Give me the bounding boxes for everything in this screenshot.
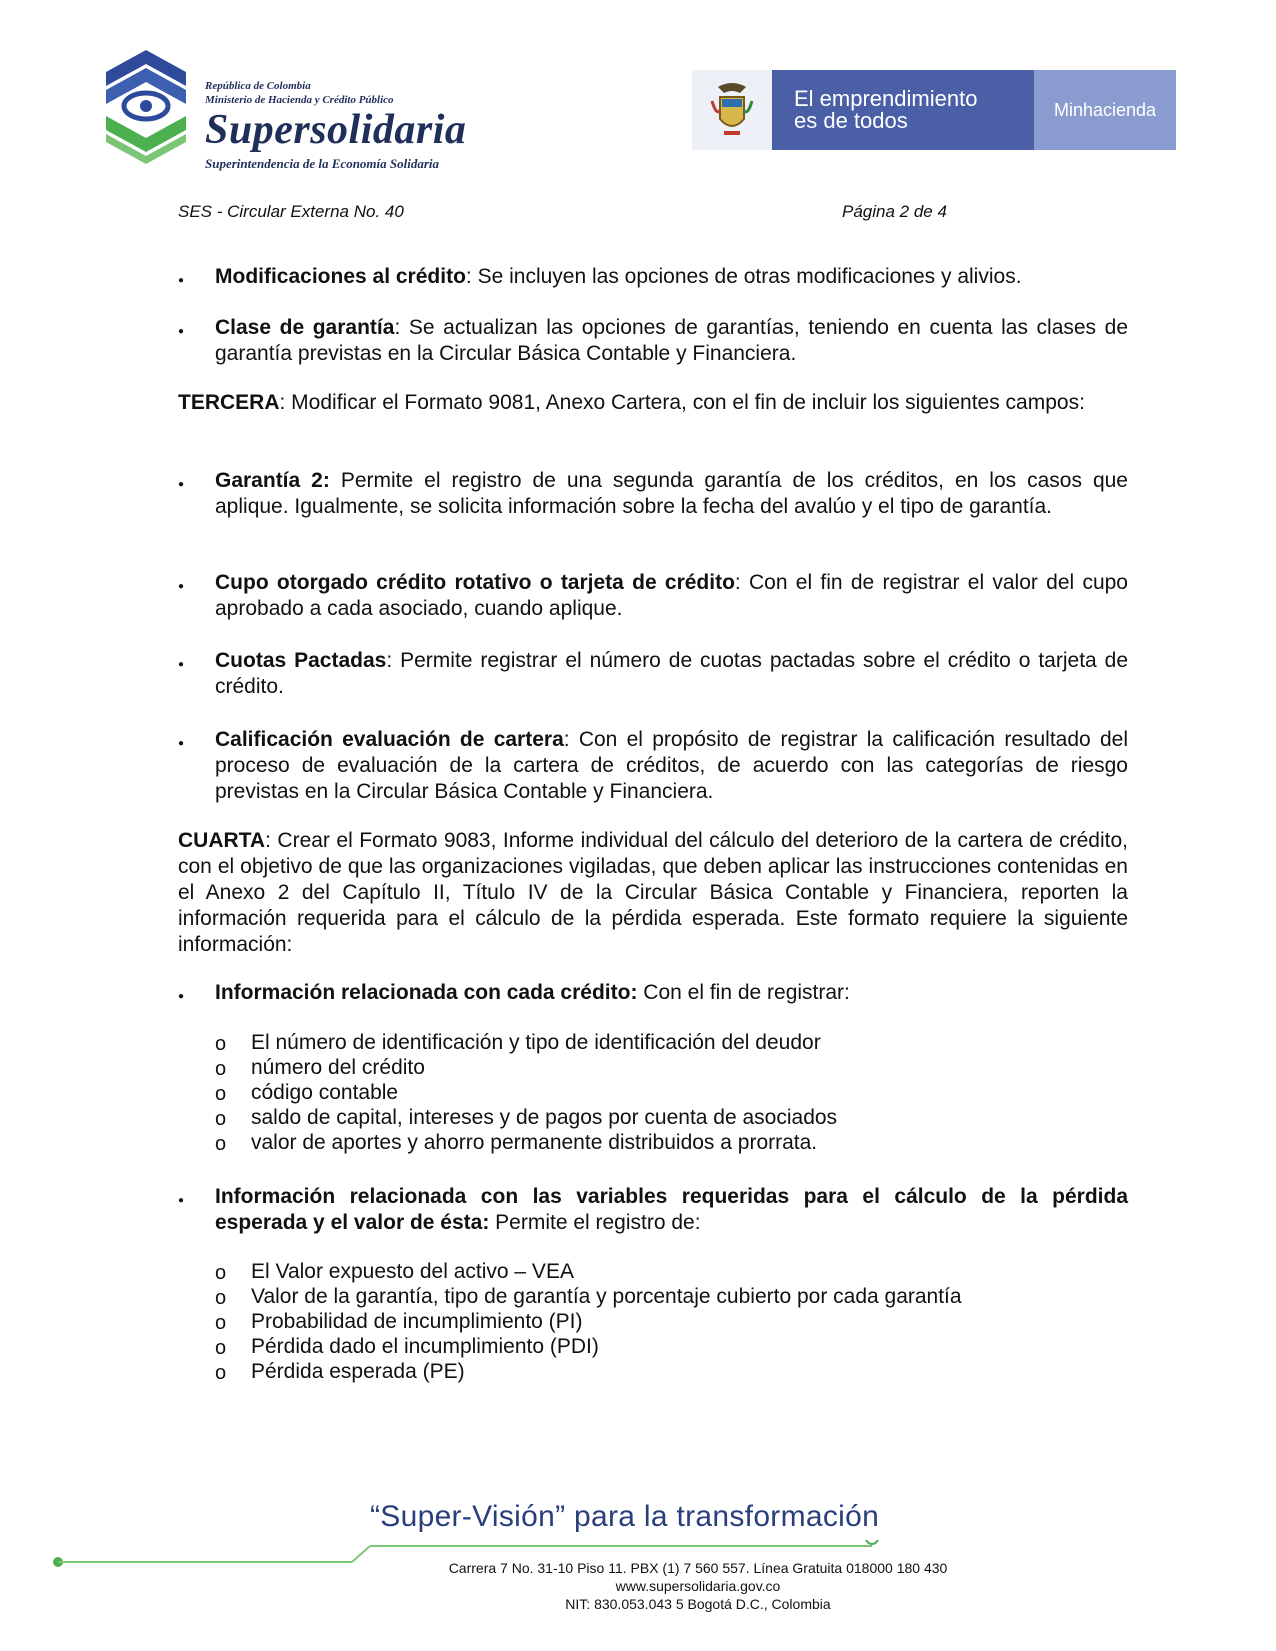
bullet-icon — [178, 1190, 184, 1207]
item-text: : Se incluyen las opciones de otras modificaciones y alivios. — [465, 265, 1022, 288]
list2-item: Probabilidad de incumplimiento (PI) — [251, 1310, 583, 1333]
item-text: : Se actualizan las opciones de garantías, teniendo en cuenta las clases de garantía previstas en la Circular Básica Contable y Financiera. — [215, 316, 1129, 365]
item-title: Modificaciones al crédito — [215, 265, 466, 288]
item-title: Garantía 2: — [215, 469, 330, 492]
item-text: : Con el fin de registrar el valor del cupo aprobado a cada asociado, cuando aplique. — [215, 571, 1128, 620]
list1-item: valor de aportes y ahorro permanente distribuidos a prorrata. — [251, 1131, 818, 1154]
circle-bullet-icon: o — [215, 1337, 227, 1359]
supersolidaria-emblem-icon — [100, 46, 192, 164]
item-text: Con el fin de registrar: — [637, 981, 850, 1004]
item-title: Calificación evaluación de cartera — [215, 728, 564, 751]
item-cuotas-pactadas — [215, 648, 1128, 700]
list2-item: El Valor expuesto del activo – VEA — [251, 1260, 574, 1283]
footer-motto: “Super-Visión” para la transformación — [370, 1500, 880, 1533]
circle-bullet-icon: o — [215, 1312, 227, 1334]
slogan-line-2: es de todos — [794, 108, 908, 133]
paragraph-heading: TERCERA — [178, 391, 280, 414]
list1-item: El número de identificación y tipo de identificación del deudor — [251, 1031, 821, 1054]
org-brand-name: Supersolidaria — [205, 107, 467, 153]
list1-item: saldo de capital, intereses y de pagos por cuenta de asociados — [251, 1106, 838, 1129]
item-title: Información relacionada con cada crédito: — [215, 981, 638, 1004]
item-garantia-2 — [215, 468, 1128, 520]
item-clase-garantia — [215, 315, 1128, 367]
footer-nit: NIT: 830.053.043 5 Bogotá D.C., Colombia — [565, 1596, 831, 1612]
supersolidaria-logo — [100, 46, 500, 176]
footer-address: Carrera 7 No. 31-10 Piso 11. PBX (1) 7 560 557. Línea Gratuita 018000 180 430 — [448, 1560, 948, 1576]
paragraph-tercera — [178, 390, 1128, 416]
circle-bullet-icon: o — [215, 1108, 227, 1130]
list1-item: número del crédito — [251, 1056, 425, 1079]
item-calificacion — [215, 727, 1128, 805]
government-banner — [692, 70, 1176, 150]
bullet-icon — [178, 270, 184, 287]
government-slogan — [772, 70, 1034, 150]
circle-bullet-icon: o — [215, 1262, 227, 1284]
page-number: Página 2 de 4 — [842, 202, 947, 221]
paragraph-heading: CUARTA — [178, 829, 266, 852]
org-ministry: Ministerio de Hacienda y Crédito Público — [205, 94, 394, 106]
bullet-icon — [178, 321, 184, 338]
bullet-icon — [178, 576, 184, 593]
circle-bullet-icon: o — [215, 1362, 227, 1384]
list2-item: Pérdida esperada (PE) — [251, 1360, 465, 1383]
bullet-icon — [178, 733, 184, 750]
paragraph-text: : Crear el Formato 9083, Informe individual del cálculo del deterioro de la cartera de crédito, con el objetivo de que las organizaciones vigiladas, que deben aplicar las instrucciones contenidas en el Anexo 2 del Capítulo II, Título IV de la Circular Básica Contable y Financiera, reporten la información requerida para el cálculo de la pérdida esperada. Este formato requiere la siguiente información: — [178, 829, 1128, 956]
circle-bullet-icon: o — [215, 1083, 227, 1105]
paragraph-cuarta — [178, 828, 1128, 958]
circle-bullet-icon: o — [215, 1287, 227, 1309]
org-subtitle: Superintendencia de la Economía Solidaria — [205, 156, 440, 171]
item-text: Permite el registro de una segunda garantía de los créditos, en los casos que aplique. Igualmente, se solicita información sobre la fecha del avalúo y el tipo de garantía. — [215, 469, 1128, 518]
circle-bullet-icon: o — [215, 1033, 227, 1055]
list1-item: código contable — [251, 1081, 399, 1104]
circle-bullet-icon: o — [215, 1133, 227, 1155]
item-info-variables — [215, 1184, 1128, 1236]
item-title: Información relacionada con las variables requeridas para el cálculo de la pérdida esperada y el valor de ésta: — [215, 1185, 1128, 1234]
bullet-icon — [178, 654, 184, 671]
item-info-credito — [215, 980, 1128, 1006]
item-title: Cuotas Pactadas — [215, 649, 387, 672]
list2-item: Pérdida dado el incumplimiento (PDI) — [251, 1335, 599, 1358]
paragraph-text: : Modificar el Formato 9081, Anexo Cartera, con el fin de incluir los siguientes campos: — [279, 391, 1085, 414]
ministry-label: Minhacienda — [1034, 70, 1176, 150]
list2-item: Valor de la garantía, tipo de garantía y porcentaje cubierto por cada garantía — [251, 1285, 962, 1308]
colombia-crest-icon — [692, 70, 772, 150]
bullet-icon — [178, 986, 184, 1003]
footer-website: www.supersolidaria.gov.co — [615, 1578, 781, 1594]
item-text: : Con el propósito de registrar la calificación resultado del proceso de evaluación de la cartera de créditos, de acuerdo con las categorías de riesgo previstas en la Circular Básica Contable y Financiera. — [215, 728, 1128, 803]
item-text: Permite el registro de: — [489, 1211, 701, 1234]
slogan-line-1: El emprendimiento — [794, 86, 978, 111]
circle-bullet-icon: o — [215, 1058, 227, 1080]
item-cupo-otorgado — [215, 570, 1128, 622]
item-text: : Permite registrar el número de cuotas pactadas sobre el crédito o tarjeta de crédito. — [215, 649, 1129, 698]
item-title: Cupo otorgado crédito rotativo o tarjeta de crédito — [215, 571, 735, 594]
item-modificaciones — [215, 264, 1128, 290]
bullet-icon — [178, 474, 184, 491]
document-reference: SES - Circular Externa No. 40 — [178, 202, 404, 221]
org-country: República de Colombia — [205, 80, 311, 92]
item-title: Clase de garantía — [215, 316, 395, 339]
